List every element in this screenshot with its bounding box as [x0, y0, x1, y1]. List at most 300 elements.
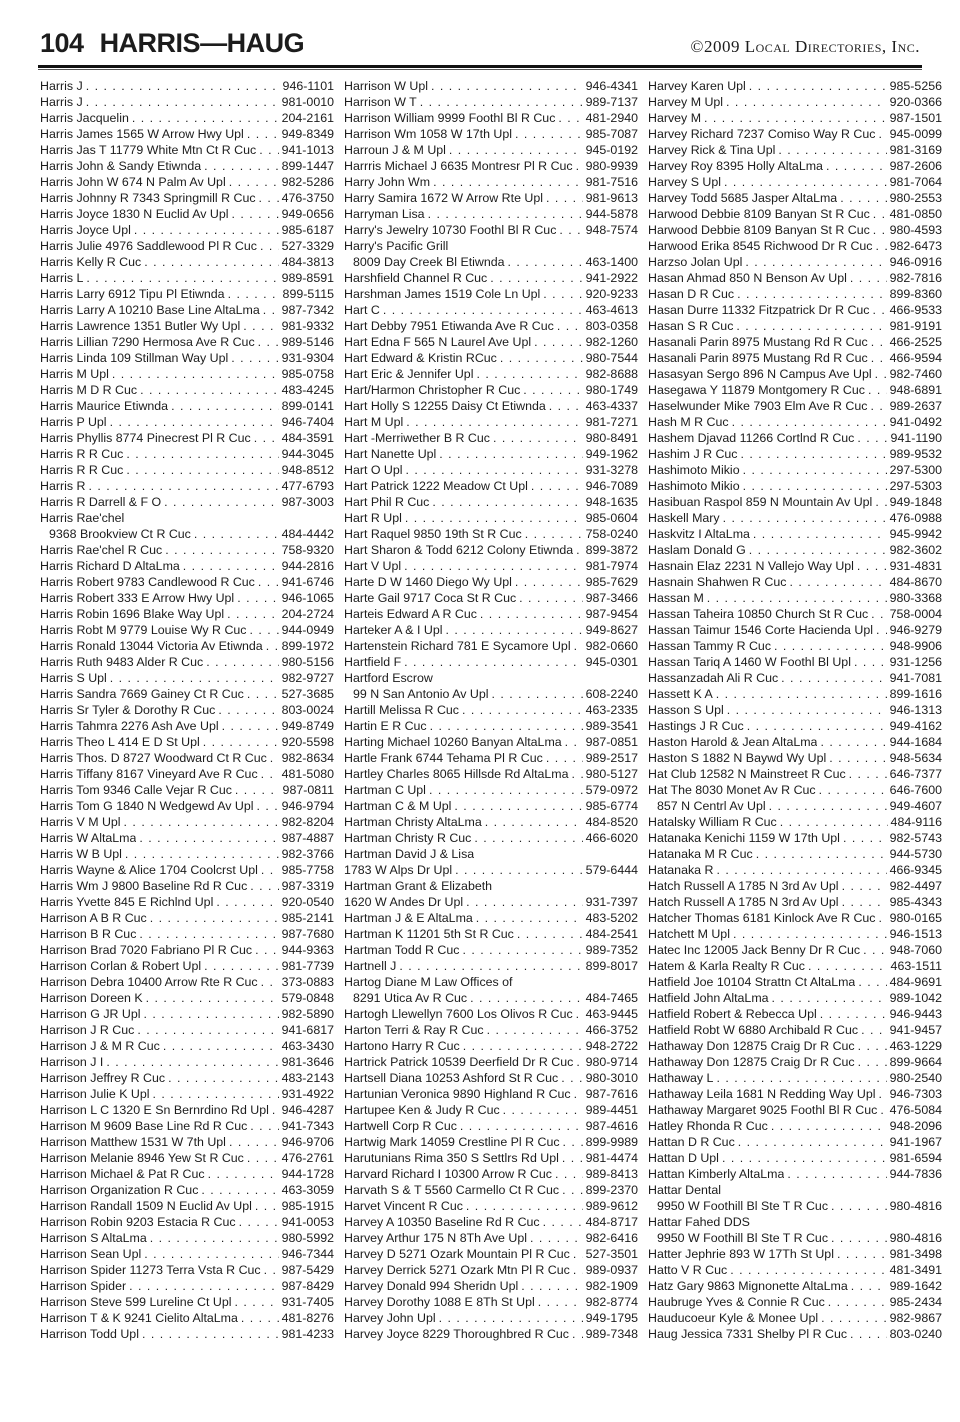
- entry-phone: 989-2517: [585, 751, 638, 765]
- directory-entry: [648, 862, 942, 878]
- directory-entry: [648, 766, 942, 782]
- entry-name: Haskell Mary: [648, 511, 720, 525]
- dot-leader: [110, 414, 279, 430]
- entry-phone: 980-4593: [889, 223, 942, 237]
- directory-entry: [648, 1022, 942, 1038]
- entry-name: Harvey D 5271 Ozark Mountain Pl R Cuc: [344, 1247, 570, 1261]
- entry-name: Harzso Jolan Upl: [648, 255, 743, 269]
- entry-name: Harvard Richard I 10300 Arrow R Cuc: [344, 1167, 552, 1181]
- dot-leader: [404, 654, 582, 670]
- entry-phone: 980-5156: [281, 655, 334, 669]
- entry-phone: 481-3491: [889, 1263, 942, 1277]
- dot-leader: [239, 1214, 279, 1230]
- entry-name: Harton Terri & Ray R Cuc: [344, 1023, 484, 1037]
- entry-name: Hauducoeur Kyle & Monee Upl: [648, 1311, 819, 1325]
- dot-leader: [546, 750, 583, 766]
- directory-entry: [40, 894, 334, 910]
- entry-phone: 476-2761: [281, 1151, 334, 1165]
- entry-name: Harvey Arthur 175 N 8Th Ave Upl: [344, 1231, 527, 1245]
- dot-leader: [780, 814, 888, 830]
- entry-phone: 481-2940: [585, 111, 638, 125]
- directory-entry: [648, 542, 942, 558]
- entry-name: Hatanaka R: [648, 863, 714, 877]
- entry-name: Haslam Donald G: [648, 543, 746, 557]
- entry-phone: 483-2143: [281, 1071, 334, 1085]
- dot-leader: [470, 990, 583, 1006]
- entry-name: Hassan Taimur 1546 Corte Hacienda Upl: [648, 623, 873, 637]
- directory-entry: [648, 1310, 942, 1326]
- entry-phone: 941-0053: [281, 1215, 334, 1229]
- dot-leader: [203, 734, 279, 750]
- header-left: [40, 28, 304, 59]
- entry-phone: 981-7739: [281, 959, 334, 973]
- directory-entry: [40, 878, 334, 894]
- entry-name: Harris S Upl: [40, 671, 107, 685]
- directory-entry: [648, 78, 942, 94]
- entry-phone: 982-8774: [585, 1295, 638, 1309]
- dot-leader: [247, 1150, 279, 1166]
- entry-name: Harrison Michael & Pat R Cuc: [40, 1167, 205, 1181]
- entry-name: Harrison Melanie 8946 Yew St R Cuc: [40, 1151, 244, 1165]
- entry-phone: 803-0024: [281, 703, 334, 717]
- entry-phone: 579-6444: [585, 863, 638, 877]
- entry-phone: 941-0492: [889, 415, 942, 429]
- directory-entry: [344, 1086, 638, 1102]
- dot-leader: [873, 302, 887, 318]
- entry-phone: 980-0165: [889, 911, 942, 925]
- directory-entry: [648, 94, 942, 110]
- entry-phone: 948-7574: [585, 223, 638, 237]
- directory-entry: [40, 334, 334, 350]
- entry-phone: 987-1501: [889, 111, 942, 125]
- entry-phone: 931-7405: [281, 1295, 334, 1309]
- directory-entry: [40, 782, 334, 798]
- dot-leader: [840, 190, 886, 206]
- dot-leader: [428, 206, 583, 222]
- entry-phone: 985-5256: [889, 79, 942, 93]
- directory-entry: [648, 910, 942, 926]
- entry-name: Harris Ronald 13044 Victoria Av Etiwnda: [40, 639, 263, 653]
- directory-entry: [40, 686, 334, 702]
- entry-phone: 946-1313: [889, 703, 942, 717]
- directory-entry: [40, 414, 334, 430]
- dot-leader: [228, 286, 280, 302]
- dot-leader: [449, 142, 583, 158]
- entry-phone: 982-6473: [889, 239, 942, 253]
- entry-phone: 982-5743: [889, 831, 942, 845]
- directory-entry: [648, 1262, 942, 1278]
- dot-leader: [201, 1182, 278, 1198]
- directory-entry: [648, 1070, 942, 1086]
- entry-phone: 579-0972: [585, 783, 638, 797]
- entry-name: Harris Robin 1696 Blake Way Upl: [40, 607, 225, 621]
- dot-leader: [126, 446, 278, 462]
- directory-entry: [40, 622, 334, 638]
- dot-leader: [871, 334, 887, 350]
- dot-leader: [572, 766, 583, 782]
- dot-leader: [737, 286, 887, 302]
- entry-phone: 941-9457: [889, 1023, 942, 1037]
- dot-leader: [500, 350, 583, 366]
- dot-leader: [208, 1166, 279, 1182]
- directory-entry: [40, 750, 334, 766]
- directory-entry: [648, 430, 942, 446]
- entry-name: Hatcher Thomas 6181 Kinlock Ave R Cuc: [648, 911, 876, 925]
- entry-name: Hartogh Llewellyn 7600 Los Olivos R Cuc: [344, 1007, 573, 1021]
- entry-name: Harvey Karen Upl: [648, 79, 746, 93]
- entry-phone: 484-8717: [585, 1215, 638, 1229]
- dot-leader: [229, 174, 279, 190]
- dot-leader: [753, 526, 887, 542]
- entry-phone: 989-5146: [281, 335, 334, 349]
- entry-name: Harris Wayne & Alice 1704 Coolcrst Upl: [40, 863, 258, 877]
- directory-entry: [40, 382, 334, 398]
- entry-name: Harrison Sean Upl: [40, 1247, 142, 1261]
- entry-phone: 946-9706: [281, 1135, 334, 1149]
- entry-name: Hart R Upl: [344, 511, 402, 525]
- entry-name: Harte D W 1460 Diego Wy Upl: [344, 575, 512, 589]
- entry-name: Hashem Djavad 11266 Cortlnd R Cuc: [648, 431, 855, 445]
- dot-leader: [146, 990, 279, 1006]
- entry-name: Harrison G JR Upl: [40, 1007, 141, 1021]
- dot-leader: [543, 286, 582, 302]
- directory-entry: [648, 1038, 942, 1054]
- entry-name: Hasnain Shahwen R Cuc: [648, 575, 787, 589]
- entry-phone: 946-7303: [889, 1087, 942, 1101]
- entry-phone: 987-3319: [281, 879, 334, 893]
- entry-name: Harris Ruth 9483 Alder R Cuc: [40, 655, 204, 669]
- directory-entry: [648, 622, 942, 638]
- dot-leader: [264, 1262, 279, 1278]
- directory-entry: [344, 1118, 638, 1134]
- entry-phone: 527-3329: [281, 239, 334, 253]
- entry-name: Harvey S Upl: [648, 175, 721, 189]
- entry-phone: 949-8627: [585, 623, 638, 637]
- dot-leader: [218, 702, 278, 718]
- dot-leader: [555, 1166, 583, 1182]
- directory-entry: [344, 142, 638, 158]
- entry-phone: 982-8204: [281, 815, 334, 829]
- entry-name: Harris J: [40, 95, 83, 109]
- directory-entry: [344, 1006, 638, 1022]
- entry-name: Hatch Russell A 1785 N 3rd Av Upl: [648, 879, 839, 893]
- entry-name: Hatfield Joe 10104 Strattn Ct AltaLma: [648, 975, 856, 989]
- directory-entry: [40, 238, 334, 254]
- entry-phone: 989-9532: [889, 447, 942, 461]
- entry-name: Haston S 1882 N Baywd Wy Upl: [648, 751, 827, 765]
- entry-phone: 985-6774: [585, 799, 638, 813]
- entry-phone: 946-4341: [585, 79, 638, 93]
- dot-leader: [716, 686, 887, 702]
- entry-phone: 946-9443: [889, 1007, 942, 1021]
- entry-name: Harting Michael 10260 Banyan AltaLma: [344, 735, 562, 749]
- entry-name: Hart Eric & Jennifer Upl: [344, 367, 474, 381]
- entry-phone: 484-4442: [281, 527, 334, 541]
- directory-entry: [40, 766, 334, 782]
- entry-phone: 949-4162: [889, 719, 942, 733]
- entry-phone: 463-1400: [585, 255, 638, 269]
- page-header: [0, 0, 960, 65]
- entry-name: Harrison L C 1320 E Sn Bernrdino Rd Upl: [40, 1103, 269, 1117]
- dot-leader: [724, 174, 887, 190]
- entry-name: Harris Maurice Etiwnda: [40, 399, 169, 413]
- dot-leader: [843, 830, 887, 846]
- directory-entry: [648, 846, 942, 862]
- directory-entry: [344, 222, 638, 238]
- entry-name: Harris J: [40, 79, 83, 93]
- directory-entry: [648, 878, 942, 894]
- entry-phone: 466-9533: [889, 303, 942, 317]
- dot-leader: [150, 1230, 279, 1246]
- directory-entry: [344, 830, 638, 846]
- entry-name: Hartman J & E AltaLma: [344, 911, 473, 925]
- directory-entry: [344, 382, 638, 398]
- entry-phone: 985-1915: [281, 1199, 334, 1213]
- entry-name: Hartupee Ken & Judy R Cuc: [344, 1103, 500, 1117]
- entry-name: Harteker A & I Upl: [344, 623, 443, 637]
- dot-leader: [704, 110, 887, 126]
- dot-leader: [772, 990, 887, 1006]
- directory-entry: [40, 1086, 334, 1102]
- directory-entry: [344, 238, 638, 254]
- directory-entry: [40, 526, 334, 542]
- directory-entry: [648, 366, 942, 382]
- directory-entry: [344, 462, 638, 478]
- entry-name: Hart V Upl: [344, 559, 402, 573]
- dot-leader: [124, 814, 279, 830]
- entry-name: Hassan Tammy R Cuc: [648, 639, 772, 653]
- dot-leader: [538, 1294, 583, 1310]
- entry-phone: 466-2525: [889, 335, 942, 349]
- directory-entry: [40, 366, 334, 382]
- entry-name: Hartwig Mark 14059 Crestline Pl R Cuc: [344, 1135, 560, 1149]
- entry-name: Hartsell Diana 10253 Ashford St R Cuc: [344, 1071, 559, 1085]
- entry-name: Haubruge Yves & Connie R Cuc: [648, 1295, 825, 1309]
- entry-phone: 945-0301: [585, 655, 638, 669]
- dot-leader: [466, 1198, 583, 1214]
- entry-name: Harrison Debra 10400 Arrow Rte R Cuc: [40, 975, 258, 989]
- entry-phone: 944-5730: [889, 847, 942, 861]
- entry-name: Hart Holly S 12255 Daisy Ct Etiwnda: [344, 399, 546, 413]
- dot-leader: [222, 718, 279, 734]
- directory-entry: [40, 478, 334, 494]
- directory-entry: [648, 990, 942, 1006]
- directory-entry: [40, 510, 334, 526]
- entry-name: Harris Rae'chel: [40, 511, 125, 525]
- entry-name: Hatley Rhonda R Cuc: [648, 1119, 768, 1133]
- entry-phone: 941-7081: [889, 671, 942, 685]
- entry-name: Hatec Inc 12005 Jack Benny Dr R Cuc: [648, 943, 861, 957]
- directory-entry: [648, 942, 942, 958]
- entry-phone: 949-8749: [281, 719, 334, 733]
- dot-leader: [831, 1230, 887, 1246]
- dot-leader: [227, 606, 279, 622]
- entry-name: Hart/Harmon Christopher R Cuc: [344, 383, 521, 397]
- directory-entry: [344, 1230, 638, 1246]
- entry-name: Hatfield Robt W 6880 Archibald R Cuc: [648, 1023, 859, 1037]
- entry-phone: 987-0811: [282, 783, 334, 797]
- entry-phone: 484-3591: [281, 431, 334, 445]
- directory-entry: [40, 78, 334, 94]
- dot-leader: [250, 878, 278, 894]
- entry-name: Harry's Pacific Grill: [344, 239, 449, 253]
- entry-name: Harshman James 1519 Cole Ln Upl: [344, 287, 541, 301]
- entry-name: Hashimoto Mikio: [648, 479, 740, 493]
- entry-name: Harris R R Cuc: [40, 447, 124, 461]
- directory-entry: [40, 254, 334, 270]
- dot-leader: [485, 814, 583, 830]
- directory-entry: [344, 1054, 638, 1070]
- entry-phone: 982-1909: [585, 1279, 638, 1293]
- directory-entry: [40, 1070, 334, 1086]
- entry-phone: 477-6793: [281, 479, 334, 493]
- dot-leader: [259, 142, 278, 158]
- entry-name: 99 N San Antonio Av Upl: [353, 687, 489, 701]
- dot-leader: [849, 766, 887, 782]
- dot-leader: [562, 1182, 583, 1198]
- dot-leader: [723, 510, 887, 526]
- directory-entry: [40, 1118, 334, 1134]
- directory-entry: [648, 382, 942, 398]
- entry-name: Hasibuan Raspol 859 N Mountain Av Upl: [648, 495, 873, 509]
- entry-name: Harrison Spider: [40, 1279, 127, 1293]
- entry-name: Hattan Kimberly AltaLma: [648, 1167, 785, 1181]
- dot-leader: [142, 1326, 279, 1342]
- entry-name: Hartfield F: [344, 655, 402, 669]
- entry-phone: 941-6817: [281, 1023, 334, 1037]
- entry-phone: 899-8360: [889, 287, 942, 301]
- directory-entry: [40, 1022, 334, 1038]
- entry-name: Harvey Roy 8395 Holly AltaLma: [648, 159, 823, 173]
- entry-phone: 987-3003: [281, 495, 334, 509]
- entry-name: Hasasyan Sergo 896 N Campus Ave Upl: [648, 367, 872, 381]
- dot-leader: [406, 462, 583, 478]
- directory-entry: [344, 366, 638, 382]
- dot-leader: [789, 574, 886, 590]
- directory-entry: [648, 270, 942, 286]
- dot-leader: [831, 1198, 887, 1214]
- directory-entry: [648, 190, 942, 206]
- directory-entry: [344, 622, 638, 638]
- directory-entry: [344, 814, 638, 830]
- entry-phone: 481-0850: [889, 207, 942, 221]
- entry-name: Harvey A 10350 Baseline Rd R Cuc: [344, 1215, 540, 1229]
- directory-entry: [648, 238, 942, 254]
- entry-phone: 980-3368: [889, 591, 942, 605]
- entry-name: Hasegawa Y 11879 Montgomery R Cuc: [648, 383, 865, 397]
- entry-phone: 980-9939: [585, 159, 638, 173]
- entry-name: Harrison M 9609 Base Line Rd R Cuc: [40, 1119, 248, 1133]
- entry-phone: 982-1260: [585, 335, 638, 349]
- directory-entry: [344, 398, 638, 414]
- entry-phone: 982-7460: [889, 367, 942, 381]
- entry-phone: 899-1447: [281, 159, 334, 173]
- entry-phone: 899-8017: [585, 959, 638, 973]
- entry-phone: 941-2922: [585, 271, 638, 285]
- entry-name: Harris Lillian 7290 Hermosa Ave R Cuc: [40, 335, 255, 349]
- directory-entry: [40, 142, 334, 158]
- entry-phone: 899-2370: [585, 1183, 638, 1197]
- directory-entry: [344, 78, 638, 94]
- entry-phone: 987-4616: [585, 1119, 638, 1133]
- dot-leader: [255, 1198, 279, 1214]
- entry-name: Harvey Richard 7237 Comiso Way R Cuc: [648, 127, 876, 141]
- directory-entry: [344, 878, 638, 894]
- directory-entry: [648, 558, 942, 574]
- directory-entry: [40, 1214, 334, 1230]
- dot-leader: [850, 1326, 887, 1342]
- entry-phone: 989-8591: [281, 271, 334, 285]
- entry-name: Hashimoto Mikio: [648, 463, 740, 477]
- directory-entry: [40, 94, 334, 110]
- entry-name: Harvey Donald 994 Sheridn Upl: [344, 1279, 519, 1293]
- entry-name: Hartford Escrow: [344, 671, 433, 685]
- entry-name: Hartman Christy AltaLma: [344, 815, 482, 829]
- dot-leader: [463, 1038, 583, 1054]
- directory-entry: [344, 670, 638, 686]
- entry-phone: 646-7377: [889, 767, 942, 781]
- entry-phone: 948-6891: [889, 383, 942, 397]
- entry-name: Hartrick Patrick 10539 Deerfield Dr R Cuc: [344, 1055, 574, 1069]
- dot-leader: [137, 1022, 278, 1038]
- entry-phone: 899-1972: [281, 639, 334, 653]
- entry-phone: 989-3541: [585, 719, 638, 733]
- entry-phone: 920-5598: [281, 735, 334, 749]
- dot-leader: [741, 446, 887, 462]
- directory-entry: [648, 830, 942, 846]
- directory-entry: [344, 1294, 638, 1310]
- entry-name: Harris Larry 6912 Tipu Pl Etiwnda: [40, 287, 225, 301]
- entry-phone: 985-2141: [281, 911, 334, 925]
- entry-name: Hatfield John AltaLma: [648, 991, 769, 1005]
- section-range: HARRIS—HAUG: [99, 28, 305, 58]
- entry-name: Hassanzadah Ali R Cuc: [648, 671, 779, 685]
- dot-leader: [430, 718, 583, 734]
- directory-columns: [0, 70, 960, 1342]
- directory-entry: [344, 254, 638, 270]
- entry-phone: 982-6416: [585, 1231, 638, 1245]
- directory-entry: [40, 430, 334, 446]
- directory-entry: [648, 798, 942, 814]
- directory-entry: [344, 1182, 638, 1198]
- entry-name: Harrison B R Cuc: [40, 927, 137, 941]
- entry-name: 9950 W Foothill Bl Ste T R Cuc: [657, 1231, 829, 1245]
- dot-leader: [476, 366, 582, 382]
- directory-entry: [648, 510, 942, 526]
- entry-phone: 980-9714: [585, 1055, 638, 1069]
- entry-name: Hartog Diane M Law Offices of: [344, 975, 513, 989]
- entry-name: Harris P Upl: [40, 415, 107, 429]
- entry-phone: 944-1728: [281, 1167, 334, 1181]
- dot-leader: [546, 190, 583, 206]
- dot-leader: [876, 238, 887, 254]
- entry-name: Hartwell Corp R Cuc: [344, 1119, 457, 1133]
- dot-leader: [129, 1278, 279, 1294]
- dot-leader: [820, 734, 886, 750]
- directory-entry: [40, 302, 334, 318]
- dot-leader: [508, 254, 583, 270]
- dot-leader: [258, 574, 279, 590]
- directory-entry: [344, 974, 638, 990]
- entry-name: Hartman C Upl: [344, 783, 426, 797]
- dot-leader: [86, 94, 279, 110]
- entry-phone: 985-6187: [281, 223, 334, 237]
- entry-phone: 948-2722: [585, 1039, 638, 1053]
- entry-name: Hartman Christy R Cuc: [344, 831, 472, 845]
- entry-name: Harris Robert 9783 Candlewood R Cuc: [40, 575, 255, 589]
- entry-phone: 931-3278: [585, 463, 638, 477]
- entry-name: Hasanali Parin 8975 Mustang Rd R Cuc: [648, 335, 868, 349]
